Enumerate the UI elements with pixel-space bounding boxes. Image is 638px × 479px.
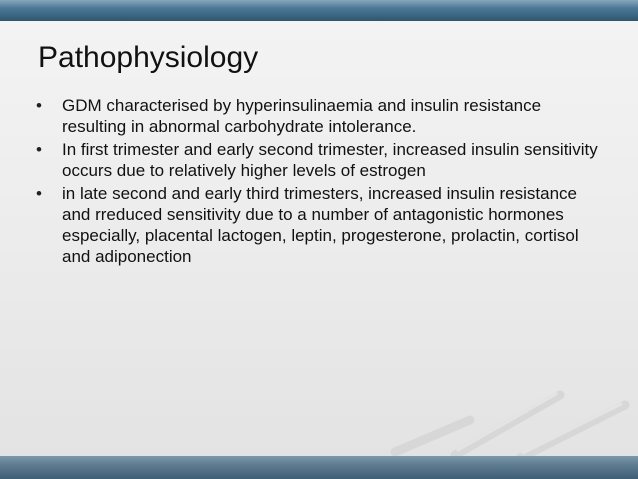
bullet-item [36,95,606,137]
bottom-banner [0,456,638,479]
slide-title: Pathophysiology [38,41,259,74]
bullet-marker: • [36,140,42,159]
bullet-marker: • [36,184,42,203]
bullet-marker: • [36,96,42,115]
bullet-text: GDM characterised by hyperinsulinaemia and insulin resistance resulting in abnormal carbohydrate intolerance. [62,96,542,136]
bullet-list [36,95,606,269]
bullet-text: In first trimester and early second trimester, increased insulin sensitivity occurs due to relatively higher levels of estrogen [62,140,598,180]
bullet-item [36,183,606,267]
bullet-text: in late second and early third trimesters, increased insulin resistance and rreduced sensitivity due to a number of antagonistic hormones especially, placental lactogen, leptin, progesterone, prolactin, cortisol and adiponection [62,184,579,266]
bullet-item [36,139,606,181]
capsule-shape [395,420,470,452]
